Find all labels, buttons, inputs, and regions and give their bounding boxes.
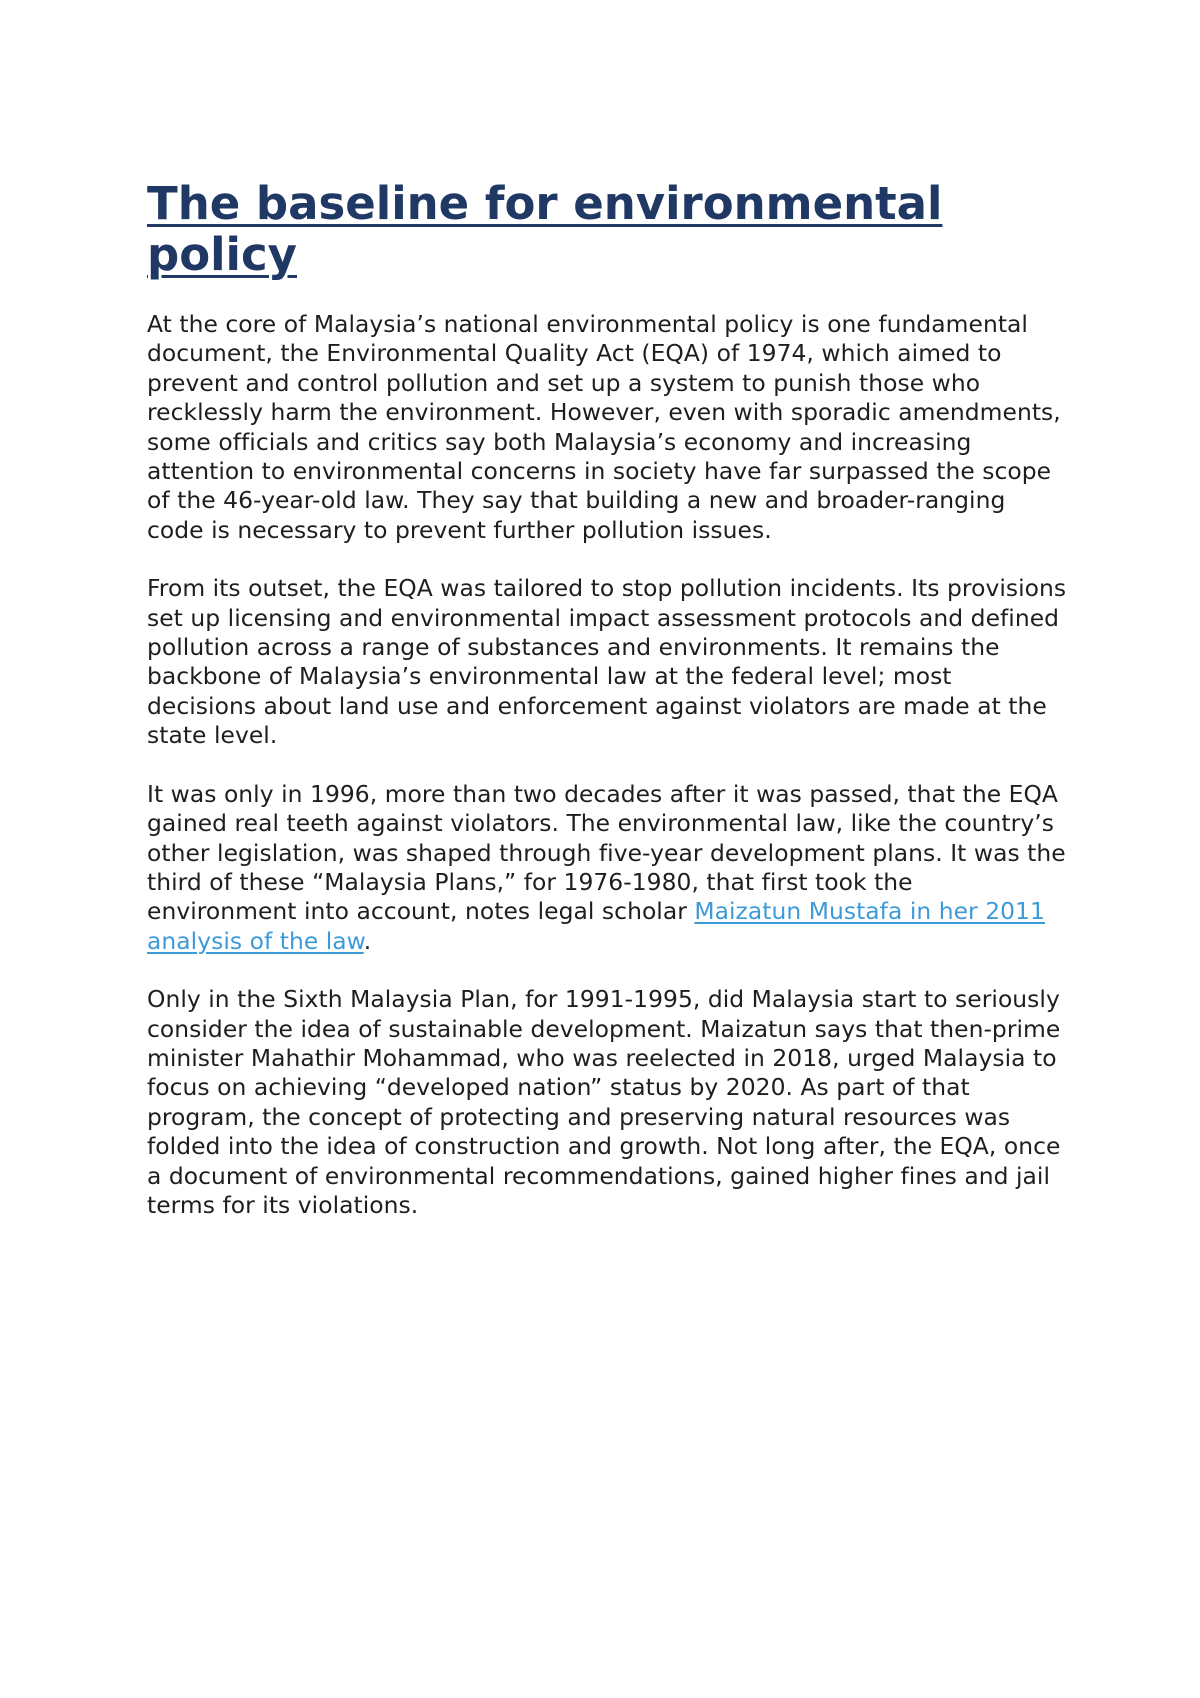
paragraph-text-before-link: It was only in 1996, more than two decades after it was passed, that the EQA gained real teeth against violators. The environmental law, like the country’s other legislation, was shaped through five-year development plans. It was the third of these “Malaysia Plans,” for 1976-1980, that first took the environment into account, notes legal scholar	[147, 779, 1066, 926]
document-title: The baseline for environmental policy	[147, 177, 943, 281]
paragraph-text-after-link: .	[363, 926, 372, 955]
paragraph-eqa-provisions: From its outset, the EQA was tailored to stop pollution incidents. Its provisions set up licensing and environmental impact assessment protocols and defined pollution across a range of substances and environments. It remains the backbone of Malaysia’s environmental law at the federal level; most decisions about land use and enforcement against violators are made at the state level.	[147, 574, 1067, 750]
paragraph-eqa-overview: At the core of Malaysia’s national environmental policy is one fundamental document, the Environmental Quality Act (EQA) of 1974, which aimed to prevent and control pollution and set up a system to punish those who recklessly harm the environment. However, even with sporadic amendments, some officials and critics say both Malaysia’s economy and increasing attention to environmental concerns in society have far surpassed the scope of the 46-year-old law. They say that building a new and broader-ranging code is necessary to prevent further pollution issues.	[147, 310, 1061, 544]
paragraph-malaysia-plans	[147, 780, 1067, 956]
document-body	[147, 178, 1067, 1249]
maizatun-analysis-link[interactable]: Maizatun Mustafa in her 2011 analysis of the law	[147, 897, 1045, 955]
paragraph-sixth-plan: Only in the Sixth Malaysia Plan, for 1991-1995, did Malaysia start to seriously consider the idea of sustainable development. Maizatun says that then-prime minister Mahathir Mohammad, who was reelected in 2018, urged Malaysia to focus on achieving “developed nation” status by 2020. As part of that program, the concept of protecting and preserving natural resources was folded into the idea of construction and growth. Not long after, the EQA, once a document of environmental recommendations, gained higher fines and jail terms for its violations.	[147, 985, 1061, 1219]
